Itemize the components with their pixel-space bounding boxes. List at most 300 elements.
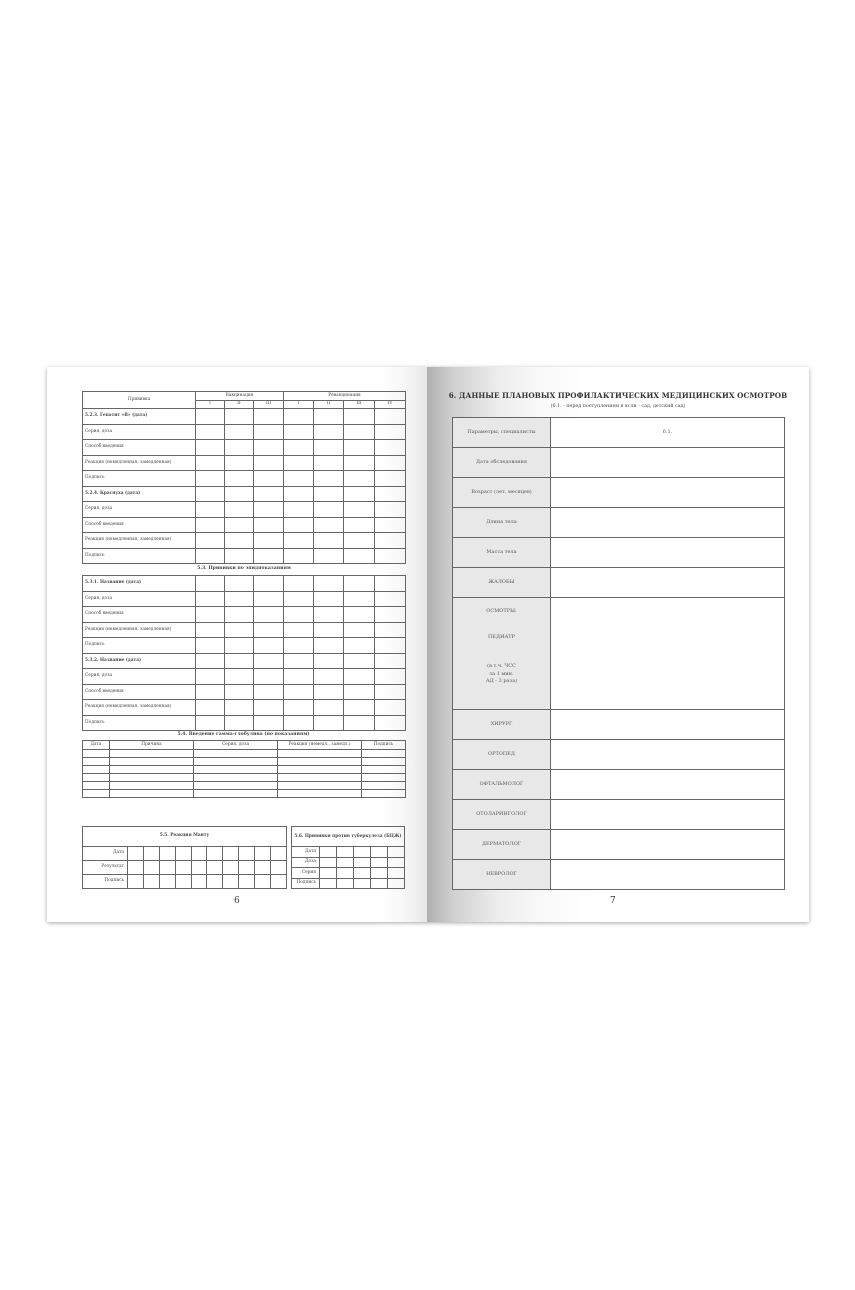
entry-cell[interactable] [344,471,375,487]
entry-cell[interactable] [344,700,375,716]
entry-cell[interactable] [254,440,284,456]
entry-cell[interactable] [337,847,354,858]
vaccine-row-label: Подпись [83,471,196,487]
pediatr-note: за 1 мин. [489,670,514,677]
entry-cell[interactable] [225,548,254,564]
entry-cell[interactable] [196,591,225,607]
pediatr-note: (в т.ч. ЧСС [487,663,516,669]
revac-numeral: II [314,401,344,409]
entry-cell[interactable] [110,758,194,766]
entry-cell[interactable] [254,638,284,654]
col-vaccine: Прививка [83,392,196,409]
entry-cell[interactable] [225,533,254,549]
entry-cell[interactable] [207,847,223,861]
vac-numeral: III [254,401,284,409]
row-value[interactable] [551,478,785,508]
row-label: Возраст (лет, месяцев) [453,478,551,508]
exams-label: ОСМОТРЫ: [486,608,517,614]
entry-cell[interactable] [284,517,314,533]
entry-cell[interactable] [83,790,110,798]
entry-cell[interactable] [375,653,406,669]
entry-cell[interactable] [254,684,284,700]
entry-cell[interactable] [271,847,287,861]
vaccine-row [83,424,406,440]
entry-cell[interactable] [344,576,375,592]
entry-cell[interactable] [314,591,344,607]
entry-cell[interactable] [254,622,284,638]
entry-cell[interactable] [344,517,375,533]
vaccine-row [83,653,406,669]
entry-cell[interactable] [354,878,371,889]
entry-cell[interactable] [159,847,175,861]
entry-cell[interactable] [362,774,406,782]
entry-cell[interactable] [225,607,254,623]
entry-cell[interactable] [271,875,287,889]
entry-cell[interactable] [175,875,191,889]
entry-cell[interactable] [196,638,225,654]
entry-cell[interactable] [196,455,225,471]
vaccine-row [83,440,406,456]
row-label: ЖАЛОБЫ [453,568,551,598]
entry-cell[interactable] [225,440,254,456]
entry-cell[interactable] [110,790,194,798]
entry-cell[interactable] [314,669,344,685]
entry-cell[interactable] [196,440,225,456]
entry-cell[interactable] [375,471,406,487]
row-label: ОФТАЛЬМОЛОГ [453,770,551,800]
revac-numeral: IV [375,401,406,409]
entry-cell[interactable] [337,878,354,889]
vaccine-row-label: Серия, доза [83,669,196,685]
vaccine-row [83,607,406,623]
entry-cell[interactable] [320,847,337,858]
entry-cell[interactable] [388,857,405,868]
entry-cell[interactable] [255,875,271,889]
entry-cell[interactable] [196,486,225,502]
vaccine-row-label: Способ введения [83,440,196,456]
entry-cell[interactable] [314,517,344,533]
entry-cell[interactable] [254,548,284,564]
entry-cell[interactable] [375,486,406,502]
row-value[interactable] [551,710,785,740]
entry-cell[interactable] [314,576,344,592]
entry-cell[interactable] [194,766,278,774]
page-title: 6. ДАННЫЕ ПЛАНОВЫХ ПРОФИЛАКТИЧЕСКИХ МЕДИЦИНСКИХ ОСМОТРОВ [448,391,788,400]
entry-cell[interactable] [375,502,406,518]
entry-cell[interactable] [159,875,175,889]
entry-cell[interactable] [344,502,375,518]
entry-cell[interactable] [344,653,375,669]
row-value[interactable] [551,740,785,770]
entry-cell[interactable] [284,653,314,669]
entry-cell[interactable] [284,700,314,716]
row-value[interactable] [551,568,785,598]
right-page [427,367,809,922]
revac-numeral: I [284,401,314,409]
entry-cell[interactable] [362,750,406,758]
entry-cell[interactable] [284,471,314,487]
entry-cell[interactable] [196,517,225,533]
entry-cell[interactable] [284,486,314,502]
entry-cell[interactable] [225,517,254,533]
entry-cell[interactable] [225,622,254,638]
entry-cell[interactable] [375,517,406,533]
entry-cell[interactable] [344,715,375,731]
entry-cell[interactable] [255,847,271,861]
entry-cell[interactable] [362,766,406,774]
entry-cell[interactable] [254,409,284,425]
entry-cell[interactable] [239,861,255,875]
entry-cell[interactable] [371,878,388,889]
entry-cell[interactable] [278,758,362,766]
entry-cell[interactable] [278,766,362,774]
left-page [47,367,427,922]
entry-cell[interactable] [314,653,344,669]
row-value[interactable] [551,860,785,890]
entry-cell[interactable] [314,502,344,518]
entry-cell[interactable] [278,774,362,782]
vaccine-row [83,517,406,533]
entry-cell[interactable] [271,861,287,875]
entry-cell[interactable] [284,638,314,654]
bcg-table [291,826,405,889]
entry-cell[interactable] [284,669,314,685]
entry-cell[interactable] [278,790,362,798]
entry-cell[interactable] [284,684,314,700]
entry-cell[interactable] [143,875,159,889]
entry-cell[interactable] [375,607,406,623]
entry-cell[interactable] [314,455,344,471]
entry-cell[interactable] [284,715,314,731]
entry-cell[interactable] [320,868,337,879]
vaccine-row [83,622,406,638]
entry-cell[interactable] [375,548,406,564]
row-value[interactable] [551,770,785,800]
entry-cell[interactable] [284,622,314,638]
entry-cell[interactable] [223,847,239,861]
entry-cell[interactable] [83,766,110,774]
entry-cell[interactable] [375,533,406,549]
entry-cell[interactable] [284,607,314,623]
form-row-label: Доза [292,857,320,868]
entry-cell[interactable] [344,607,375,623]
entry-cell[interactable] [344,409,375,425]
entry-cell[interactable] [375,576,406,592]
entry-cell[interactable] [320,857,337,868]
entry-cell[interactable] [314,440,344,456]
entry-cell[interactable] [128,875,144,889]
entry-cell[interactable] [314,424,344,440]
entry-cell[interactable] [284,576,314,592]
entry-cell[interactable] [344,440,375,456]
entry-cell[interactable] [278,782,362,790]
entry-cell[interactable] [344,424,375,440]
entry-cell[interactable] [196,409,225,425]
entry-cell[interactable] [225,715,254,731]
row-label: Длина тела [453,508,551,538]
entry-cell[interactable] [191,847,207,861]
col-date: Дата [83,741,110,750]
entry-cell[interactable] [225,653,254,669]
vaccine-row-label: Реакция (немедленная, замедленная) [83,533,196,549]
vaccine-row-label: 5.3.1. Название (дата) [83,576,196,592]
entry-cell[interactable] [225,424,254,440]
entry-cell[interactable] [175,861,191,875]
entry-cell[interactable] [371,857,388,868]
page-number-right: 7 [610,896,616,906]
entry-cell[interactable] [314,684,344,700]
entry-cell[interactable] [254,607,284,623]
vaccine-row [83,669,406,685]
entry-cell[interactable] [344,669,375,685]
vaccine-row [83,591,406,607]
entry-cell[interactable] [284,548,314,564]
entry-cell[interactable] [83,750,110,758]
row-label: Масса тела [453,538,551,568]
entry-cell[interactable] [254,576,284,592]
entry-cell[interactable] [196,715,225,731]
entry-cell[interactable] [344,684,375,700]
entry-cell[interactable] [314,533,344,549]
entry-cell[interactable] [196,576,225,592]
entry-cell[interactable] [196,684,225,700]
row-value[interactable] [551,598,785,710]
header-label: Параметры, специалисты [453,418,551,448]
entry-cell[interactable] [194,758,278,766]
entry-cell[interactable] [284,440,314,456]
entry-cell[interactable] [143,861,159,875]
entry-cell[interactable] [284,455,314,471]
col-series: Серия, доза [194,741,278,750]
entry-cell[interactable] [196,424,225,440]
entry-cell[interactable] [110,782,194,790]
entry-cell[interactable] [239,875,255,889]
entry-cell[interactable] [196,669,225,685]
entry-cell[interactable] [344,533,375,549]
entry-cell[interactable] [194,774,278,782]
entry-cell[interactable] [196,533,225,549]
entry-cell[interactable] [278,750,362,758]
entry-cell[interactable] [225,502,254,518]
vaccine-row-label: 5.3.2. Название (дата) [83,653,196,669]
entry-cell[interactable] [314,622,344,638]
entry-cell[interactable] [225,409,254,425]
entry-cell[interactable] [128,847,144,861]
row-label: ОТОЛАРИНГОЛОГ [453,800,551,830]
gamma-globulin-table [82,740,406,798]
entry-cell[interactable] [225,471,254,487]
entry-cell[interactable] [254,424,284,440]
entry-cell[interactable] [354,868,371,879]
entry-cell[interactable] [314,486,344,502]
entry-cell[interactable] [255,861,271,875]
form-row [292,878,405,889]
entry-cell[interactable] [375,700,406,716]
entry-cell[interactable] [314,700,344,716]
entry-cell[interactable] [375,669,406,685]
entry-cell[interactable] [196,622,225,638]
entry-cell[interactable] [375,409,406,425]
entry-cell[interactable] [196,607,225,623]
entry-cell[interactable] [314,715,344,731]
entry-cell[interactable] [337,868,354,879]
entry-cell[interactable] [344,638,375,654]
entry-cell[interactable] [239,847,255,861]
entry-cell[interactable] [194,782,278,790]
entry-cell[interactable] [314,607,344,623]
mantoux-table [82,826,287,889]
row-value[interactable] [551,830,785,860]
entry-cell[interactable] [254,591,284,607]
entry-cell[interactable] [344,622,375,638]
form-row [83,875,287,889]
entry-cell[interactable] [314,638,344,654]
form-row [292,868,405,879]
entry-cell[interactable] [284,502,314,518]
entry-cell[interactable] [225,638,254,654]
entry-cell[interactable] [225,576,254,592]
form-row-label: Результат [83,861,128,875]
entry-cell[interactable] [375,424,406,440]
entry-cell[interactable] [196,471,225,487]
entry-cell[interactable] [362,790,406,798]
form-row [83,847,287,861]
entry-cell[interactable] [344,486,375,502]
entry-cell[interactable] [159,861,175,875]
entry-cell[interactable] [337,857,354,868]
entry-cell[interactable] [83,774,110,782]
entry-cell[interactable] [175,847,191,861]
row-label: Дата обследования [453,448,551,478]
entry-cell[interactable] [143,847,159,861]
entry-cell[interactable] [254,455,284,471]
page-number-left: 6 [234,896,240,906]
entry-cell[interactable] [388,868,405,879]
entry-cell[interactable] [254,471,284,487]
entry-cell[interactable] [191,861,207,875]
entry-cell[interactable] [110,766,194,774]
entry-cell[interactable] [225,669,254,685]
entry-cell[interactable] [284,591,314,607]
entry-cell[interactable] [371,847,388,858]
entry-cell[interactable] [207,875,223,889]
entry-cell[interactable] [284,533,314,549]
entry-cell[interactable] [375,715,406,731]
entry-cell[interactable] [225,700,254,716]
vaccine-row-label: Способ введения [83,517,196,533]
row-value[interactable] [551,448,785,478]
header-value: 6.1. [551,418,785,448]
entry-cell[interactable] [254,486,284,502]
entry-cell[interactable] [196,700,225,716]
entry-cell[interactable] [254,502,284,518]
page-subtitle: (6.1. - перед поступлением в ясли - сад, детский сад) [550,404,686,409]
entry-cell[interactable] [196,653,225,669]
entry-cell[interactable] [254,653,284,669]
exam-table [452,417,785,890]
entry-cell[interactable] [225,455,254,471]
row-label: ХИРУРГ [453,710,551,740]
entry-cell[interactable] [375,455,406,471]
entry-cell[interactable] [254,715,284,731]
row-value[interactable] [551,800,785,830]
entry-cell[interactable] [196,548,225,564]
entry-cell[interactable] [223,875,239,889]
form-row-label: Подпись [292,878,320,889]
entry-cell[interactable] [375,684,406,700]
entry-cell[interactable] [194,790,278,798]
entry-cell[interactable] [83,758,110,766]
entry-cell[interactable] [375,591,406,607]
entry-cell[interactable] [284,424,314,440]
entry-cell[interactable] [375,622,406,638]
vaccine-row-label: Подпись [83,638,196,654]
entry-cell[interactable] [225,591,254,607]
entry-cell[interactable] [320,878,337,889]
entry-cell[interactable] [196,502,225,518]
entry-cell[interactable] [375,638,406,654]
entry-cell[interactable] [344,455,375,471]
entry-cell[interactable] [191,875,207,889]
entry-cell[interactable] [128,861,144,875]
row-label: ОРТОПЕД [453,740,551,770]
entry-cell[interactable] [314,471,344,487]
entry-cell[interactable] [344,591,375,607]
vaccine-row [83,455,406,471]
vaccine-row-label: 5.2.3. Гепатит «В» (дата) [83,409,196,425]
revac-numeral: III [344,401,375,409]
entry-cell[interactable] [354,847,371,858]
entry-cell[interactable] [207,861,223,875]
entry-cell[interactable] [110,750,194,758]
entry-cell[interactable] [110,774,194,782]
vac-numeral: I [196,401,225,409]
entry-cell[interactable] [362,782,406,790]
entry-cell[interactable] [371,868,388,879]
entry-cell[interactable] [375,440,406,456]
entry-cell[interactable] [225,684,254,700]
vac-numeral: II [225,401,254,409]
row-value[interactable] [551,538,785,568]
vaccine-row [83,533,406,549]
entry-cell[interactable] [225,486,254,502]
entry-cell[interactable] [254,517,284,533]
vaccine-row [83,471,406,487]
entry-cell[interactable] [314,548,344,564]
entry-cell[interactable] [254,700,284,716]
entry-cell[interactable] [223,861,239,875]
entry-cell[interactable] [254,669,284,685]
entry-cell[interactable] [284,409,314,425]
entry-cell[interactable] [83,782,110,790]
row-value[interactable] [551,508,785,538]
entry-cell[interactable] [314,409,344,425]
form-row-label: Серия [292,868,320,879]
entry-cell[interactable] [388,847,405,858]
entry-cell[interactable] [254,533,284,549]
entry-cell[interactable] [194,750,278,758]
vaccine-row [83,638,406,654]
entry-cell[interactable] [388,878,405,889]
entry-cell[interactable] [362,758,406,766]
pediatr-label: ПЕДИАТР [488,633,515,640]
vaccine-row-label: Серия, доза [83,424,196,440]
entry-cell[interactable] [344,548,375,564]
entry-cell[interactable] [354,857,371,868]
form-row [292,847,405,858]
vaccine-row [83,715,406,731]
form-row-label: Дата [83,847,128,861]
